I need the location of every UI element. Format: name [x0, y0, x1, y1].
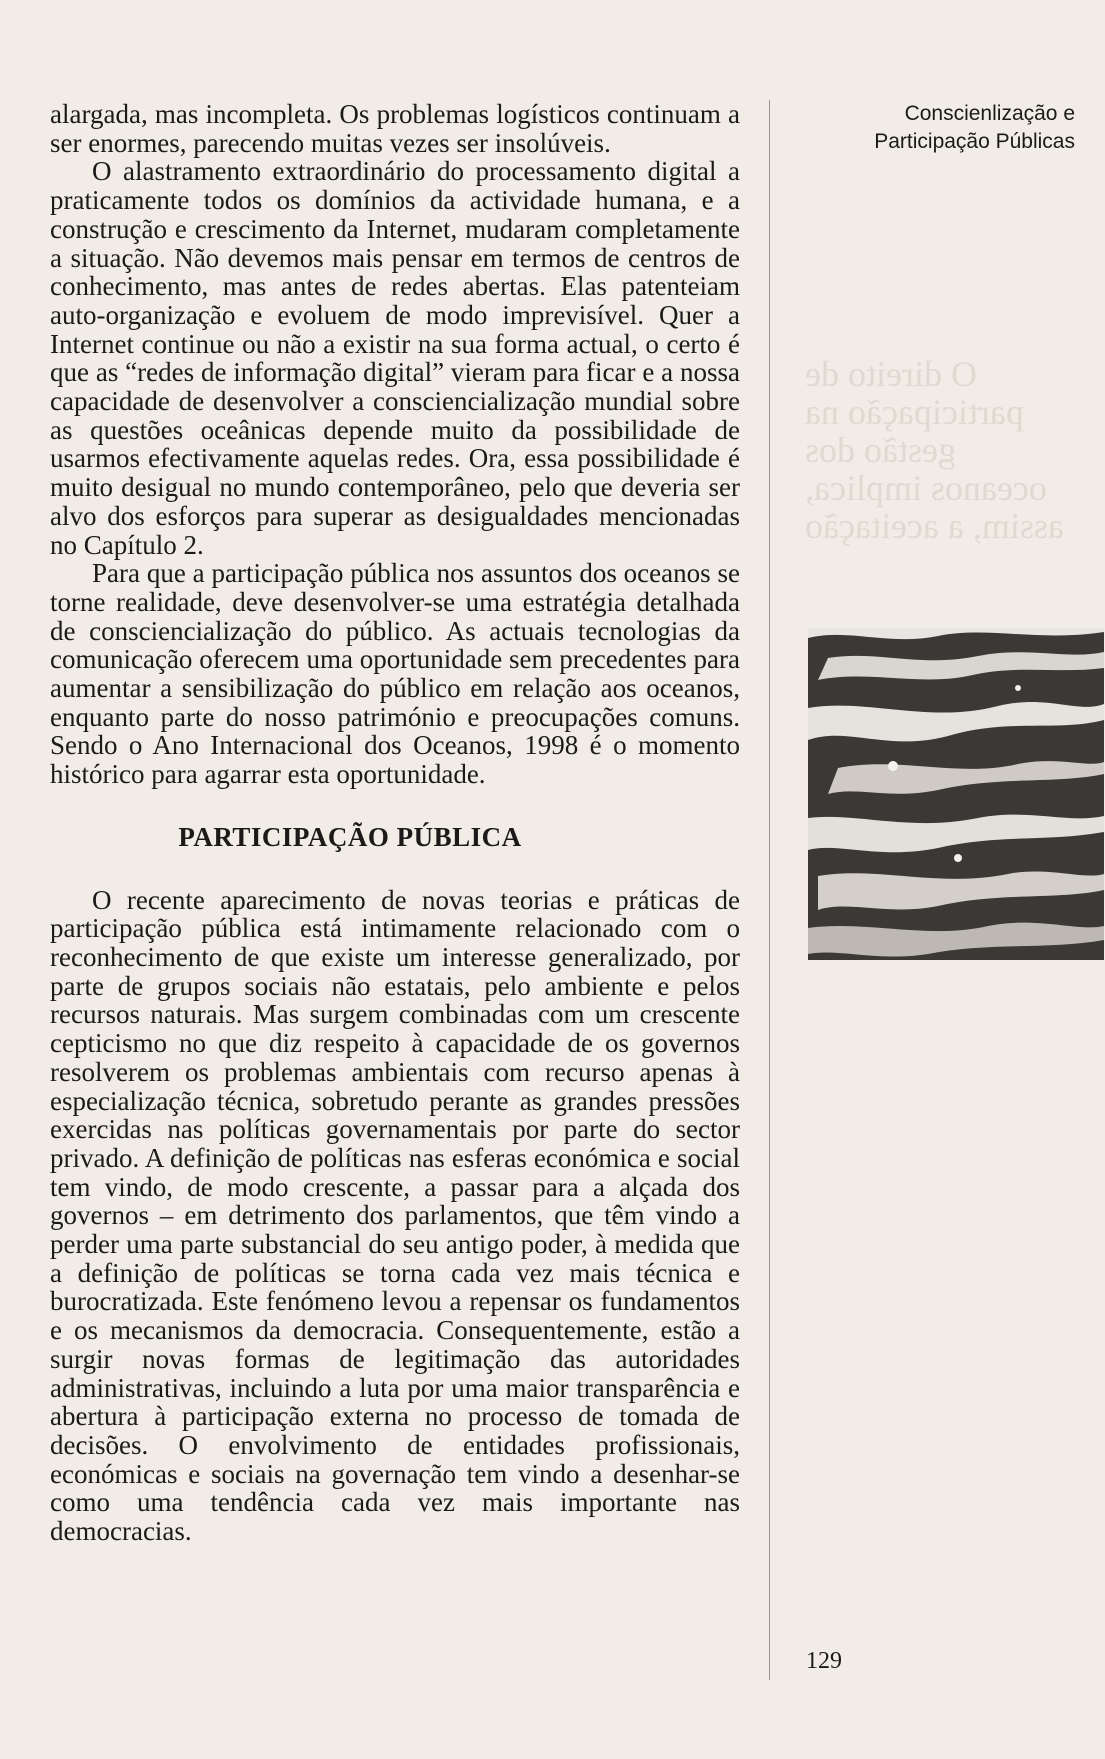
column-divider: [769, 100, 770, 1680]
running-head-line-2: Participação Públicas: [874, 130, 1075, 153]
page-number: 129: [806, 1648, 842, 1674]
main-text-column: [50, 100, 740, 1546]
ocean-waves-photo: [808, 628, 1104, 960]
running-head-line-1: Conscienlização e: [904, 102, 1075, 125]
paragraph-public-participation: O recente aparecimento de novas teorias e práticas de participação pública está intimamente relacionado com o reconhecimento de que existe um interesse generalizado, por parte de grupos sociais não estatais, pelo ambiente e pelos recursos naturais. Mas surgem combinadas com um crescente cepticismo no que diz respeito à capacidade de os governos resolverem os problemas ambientais com recurso apenas à especialização técnica, sobretudo perante as grandes pressões exercidas nas políticas governamentais por parte do sector privado. A definição de políticas nas esferas económica e social tem vindo, de modo crescente, a passar para a alçada dos governos – em detrimento dos parlamentos, que têm vindo a perder uma parte substancial do seu antigo poder, à medida que a definição de políticas se torna cada vez mais técnica e burocratizada. Este fenómeno levou a repensar os fundamentos e os mecanismos da democracia. Consequentemente, estão a surgir novas formas de legitimação das autoridades administrativas, incluindo a luta por uma maior transparência e abertura à participação externa no processo de tomada de decisões. O envolvimento de entidades profissionais, económicas e sociais na governação tem vindo a desenhar-se como uma tendência cada vez mais importante nas democracias.: [50, 884, 740, 1547]
paragraph-digital-processing: O alastramento extraordinário do processamento digital a praticamente todos os domínios da actividade humana, e a construção e crescimento da Internet, mudaram completamente a situação. Não devemos mais pensar em termos de centros de conhecimento, mas antes de redes abertas. Elas patenteiam auto-organização e evoluem de modo imprevisível. Quer a Internet continue ou não a existir na sua forma actual, o certo é que as “redes de informação digital” vieram para ficar e a nossa capacidade de desenvolver a consciencialização mundial sobre as questões oceânicas depende muito da possibilidade de usarmos efectivamente aquelas redes. Ora, essa possibilidade é muito desigual no mundo contemporâneo, pelo que deveria ser alvo dos esforços para superar as desigualdades mencionadas no Capítulo 2.: [50, 156, 740, 560]
paragraph-public-awareness: Para que a participação pública nos assuntos dos oceanos se torne realidade, deve desenvolver-se uma estratégia detalhada de consciencialização do público. As actuais tecnologias da comunicação oferecem uma oportunidade sem precedentes para aumentar a sensibilização do público em relação aos oceanos, enquanto parte do nosso património e preocupações comuns. Sendo o Ano Internacional dos Oceanos, 1998 é o momento histórico para agarrar esta oportunidade.: [50, 558, 740, 790]
running-head: [800, 100, 1075, 156]
paragraph-continuation: alargada, mas incompleta. Os problemas logísticos continuam a ser enormes, parecendo muitas vezes ser insolúveis.: [50, 99, 740, 158]
section-heading: PARTICIPAÇÃO PÚBLICA: [178, 821, 522, 852]
show-through-quote: O direito de participação na gestão dos oceanos implica, assim, a aceitação: [805, 354, 1064, 546]
